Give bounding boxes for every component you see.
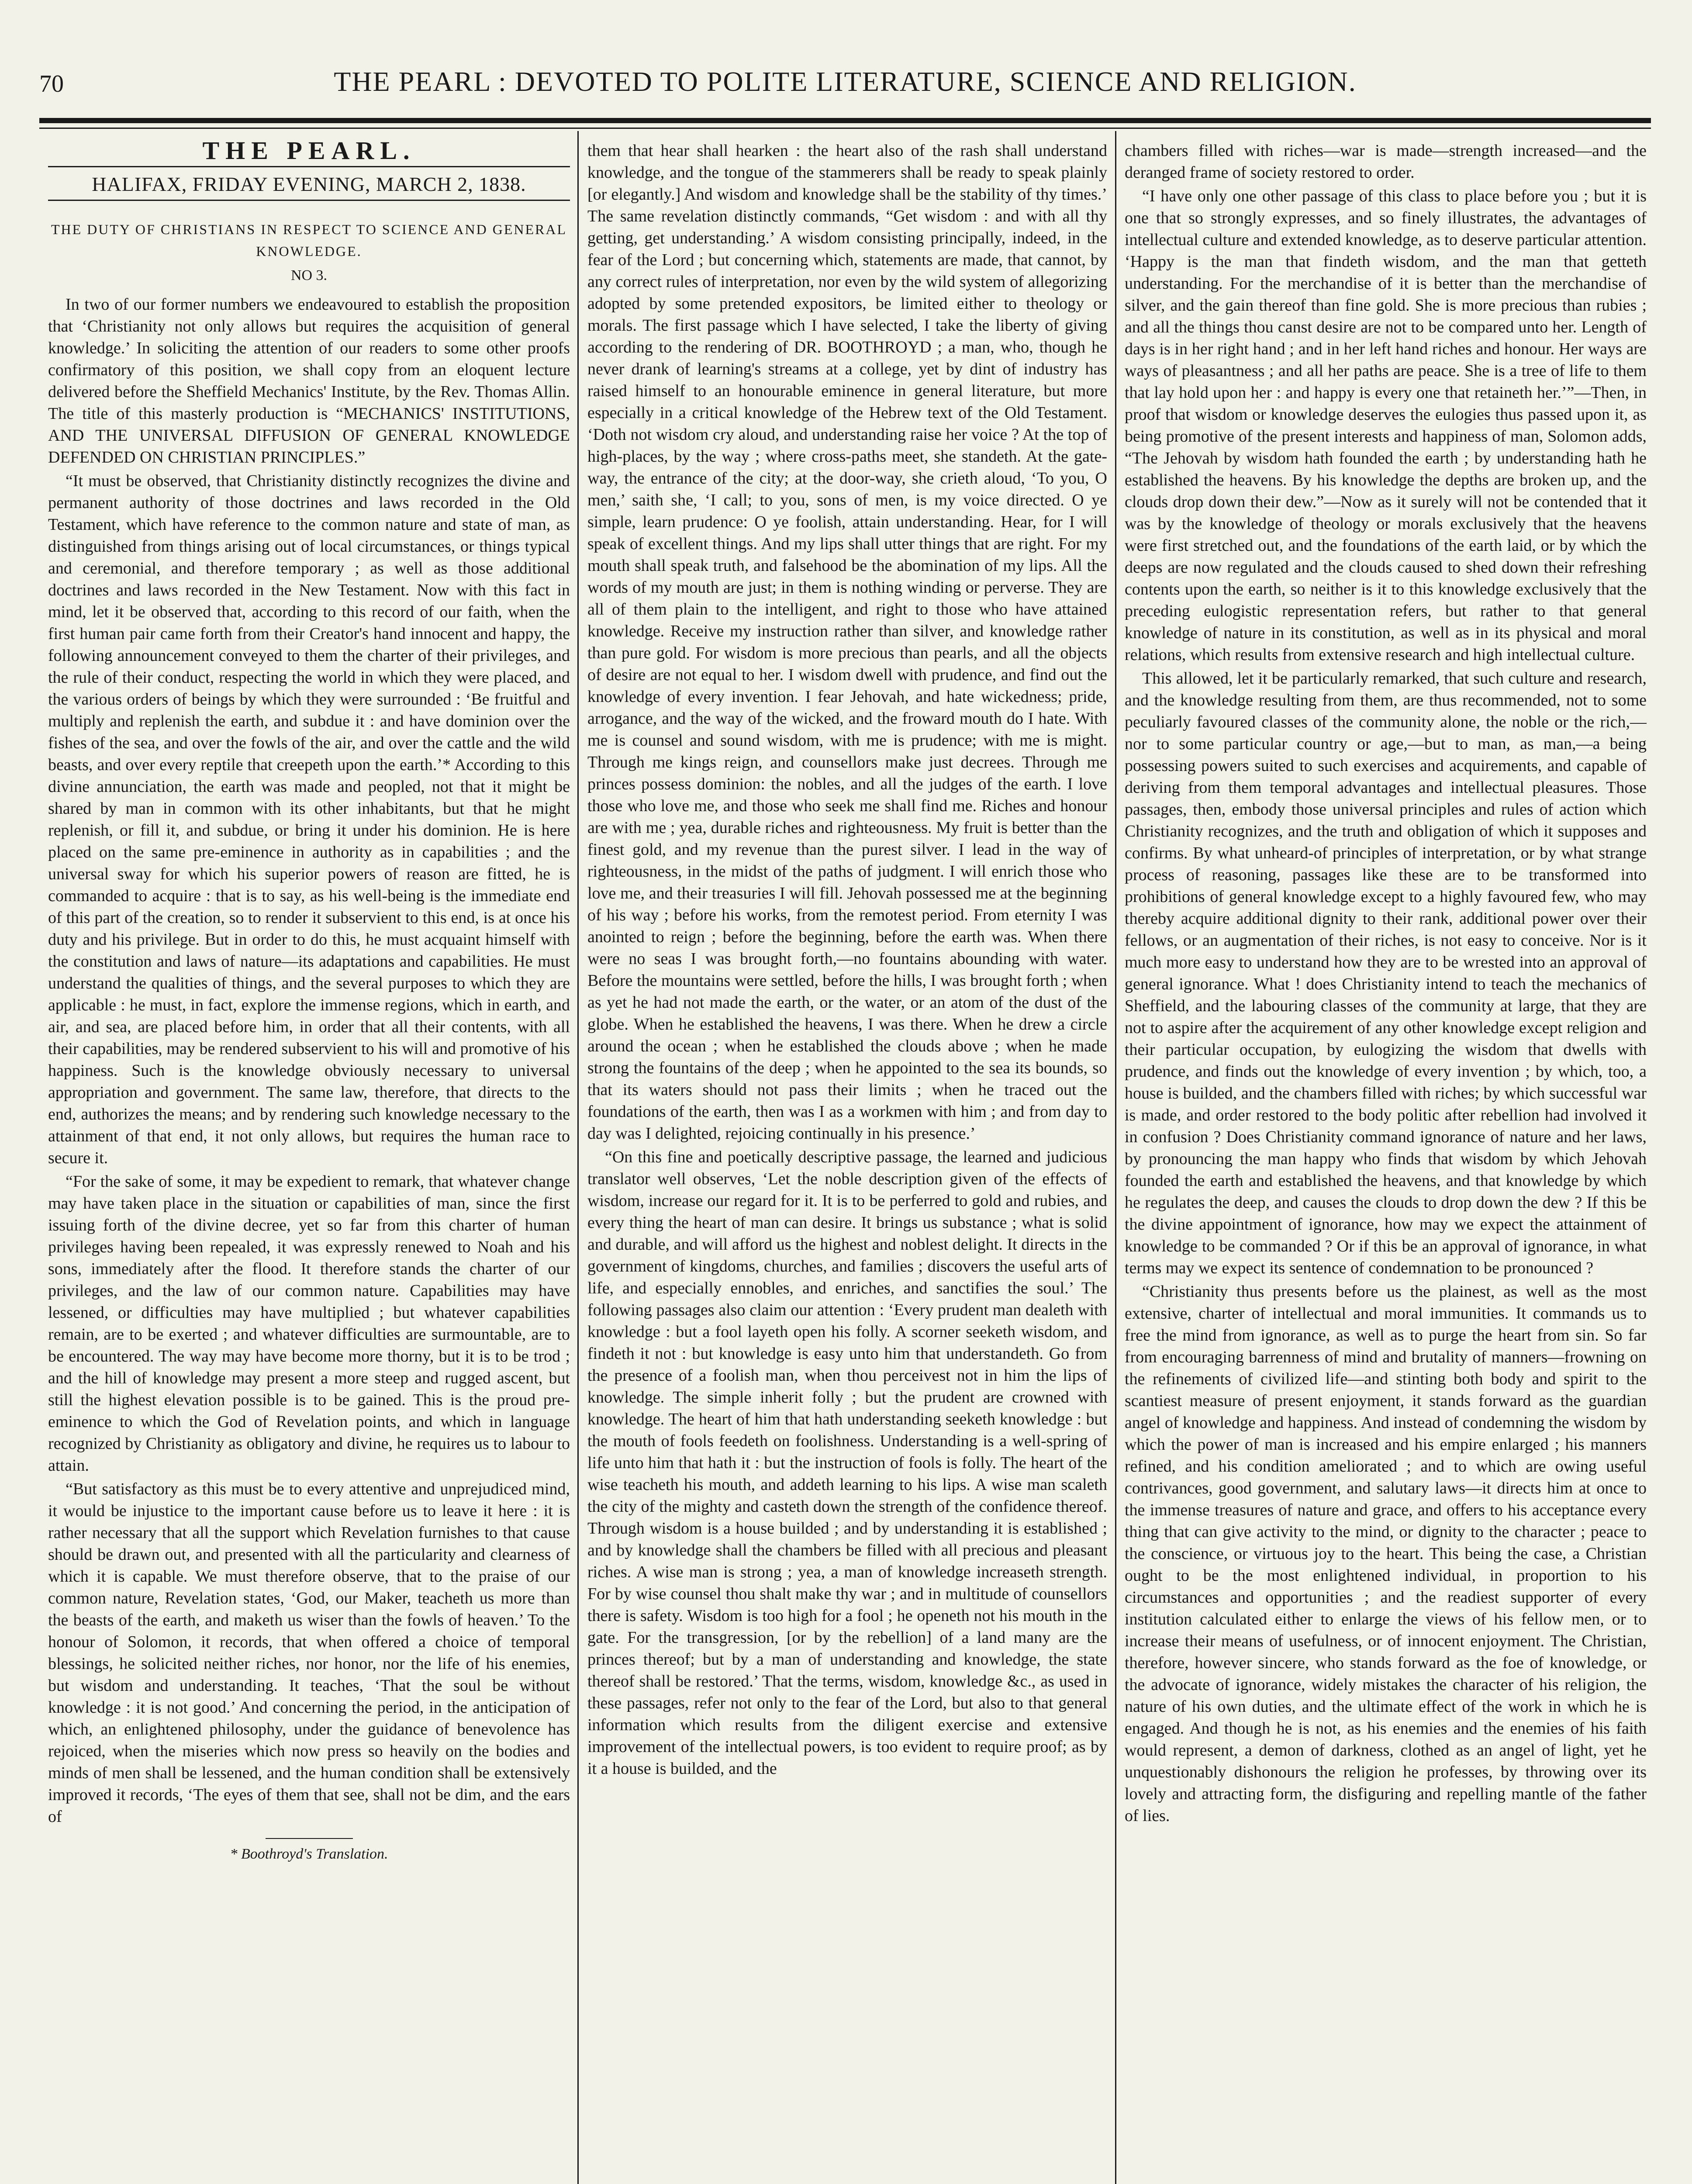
dateline: HALIFAX, FRIDAY EVENING, MARCH 2, 1838.: [92, 173, 526, 195]
paragraph: them that hear shall hearken : the heart also of the rash shall understand knowledge, and the tongue of the stammerers shall be ready to speak plainly [or elegantly.] And wisdom and knowledge shall be the stability of thy times.’ The same revelation distinctly commands, “Get wisdom : and with all thy getting, get understanding.’ A wisdom consisting principally, indeed, in the fear of the Lord ; but concerning which, statements are made, that cannot, by any correct rules of interpretation, nor even by the wild system of allegorizing adopted by some pretended expositors, be limited either to theology or morals. The first passage which I have selected, I take the liberty of giving according to the rendering of DR. BOOTHROYD ; a man, who, though he never drank of learning's streams at a college, yet by dint of industry has raised himself to an honourable eminence in general literature, but more especially in a critical knowledge of the Hebrew text of the Old Testament. ‘Doth not wisdom cry aloud, and understanding raise her voice ? At the top of high-places, by the way ; where cross-paths meet, she standeth. At the gate-way, the entrance of the city; at the door-way, she crieth aloud, ‘To you, O men,’ saith she, ‘I call; to you, sons of men, is my voice directed. O ye simple, learn prudence: O ye foolish, attain understanding. Hear, for I will speak of excellent things. And my lips shall utter things that are right. For my mouth shall speak truth, and falsehood be the abomination of my lips. All the words of my mouth are just; in them is nothing winding or perverse. They are all of them plain to the intelligent, and right to those who have attained knowledge. Receive my instruction rather than silver, and knowledge rather than pure gold. For wisdom is more precious than pearls, and all the objects of desire are not equal to her. I wisdom dwell with prudence, and find out the knowledge of every invention. I fear Jehovah, and hate wickedness; pride, arrogance, and the way of the wicked, and the froward mouth do I hate. With me is counsel and sound wisdom, with me is prudence; with me is might. Through me kings reign, and counsellors make just decrees. Through me princes possess dominion: the nobles, and all the judges of the earth. I love those who love me, and those who seek me shall find me. Riches and honour are with me ; yea, durable riches and righteousness. My fruit is better than the finest gold, and my revenue than the purest silver. I lead in the way of righteousness, in the midst of the paths of judgment. I will enrich those who love me, and their treasuries I will fill. Jehovah possessed me at the beginning of his way ; before his works, from the remotest period. From eternity I was anointed to reign ; before the beginning, before the earth was. When there were no seas I was brought forth,—no fountains abounding with water. Before the mountains were settled, before the hills, I was brought forth ; when as yet he had not made the earth, or the water, or an atom of the dust of the globe. When he established the heavens, I was there. When he drew a circle around the ocean ; when he established the clouds above ; when he made strong the fountains of the deep ; when he appointed to the sea its bounds, so that its waters should not pass their limits ; when he traced out the foundations of the earth, then was I as a workmen with him ; and from day to day was I delighted, rejoicing continually in his presence.’: [587, 142, 1107, 1143]
article-title: THE DUTY OF CHRISTIANS IN RESPECT TO SCIENCE AND GENERAL KNOWLEDGE.: [51, 221, 567, 259]
column-divider-2: [1115, 131, 1116, 2184]
footnote: * Boothroyd's Translation.: [230, 1846, 388, 1862]
paragraph: “But satisfactory as this must be to every attentive and unprejudiced mind, it would be injustice to the important cause before us to leave it here : it is rather necessary that all the support which Revelation furnishes to that cause should be drawn out, and presented with all the particularity and clearness of which it is capable. We must therefore observe, that to the praise of our common nature, Revelation states, ‘God, our Maker, teacheth us more than the beasts of the earth, and maketh us wiser than the fowls of heaven.’ To the honour of Solomon, it records, that when offered a choice of temporal blessings, he solicited neither riches, nor honor, nor the life of his enemies, but wisdom and understanding. It teaches, ‘That the soul be without knowledge : it is not good.’ And concerning the period, in the anticipation of which, an enlightened philosophy, under the guidance of benevolence has rejoiced, when the miseries which now press so heavily on the bodies and minds of men shall be lessened, and the human condition shall be extensively improved it records, ‘The eyes of them that see, shall not be dim, and the ears of: [48, 1480, 570, 1826]
column-1: [48, 140, 570, 2184]
masthead-rule: [48, 166, 570, 167]
paragraph: chambers filled with riches—war is made—strength increased—and the deranged frame of society restored to order.: [1125, 142, 1647, 182]
running-title: THE PEARL : DEVOTED TO POLITE LITERATURE, SCIENCE AND RELIGION.: [334, 66, 1357, 97]
page-number: 70: [39, 70, 64, 97]
paragraph: This allowed, let it be particularly remarked, that such culture and research, and the knowledge resulting from them, are thus recommended, not to some peculiarly favoured classes of the community alone, the noble or the rich,—nor to some particular country or age,—but to man, as man,—a being possessing powers suited to such exercises and acquirements, and capable of deriving from them temporal advantages and intellectual pleasures. Those passages, then, embody those universal principles and rules of action which Christianity recognizes, and the truth and obligation of which it supposes and confirms. By what unheard-of principles of interpretation, or by what strange process of reasoning, passages like these are to be transformed into prohibitions of general knowledge except to a highly favoured few, who may thereby acquire additional dignity to their rank, additional power over their fellows, or an augmentation of their riches, is not easy to conceive. Nor is it much more easy to understand how they are to be wrested into an approval of general ignorance. What ! does Christianity intend to teach the mechanics of Sheffield, and the labouring classes of the community at large, that they are not to aspire after the acquirement of any other knowledge except religion and their particular occupation, by eulogizing the wisdom that dwells with prudence, and finds out the knowledge of every invention ; by which, too, a house is builded, and the chambers filled with riches; by which successful war is made, and order restored to the body politic after rebellion had involved it in confusion ? Does Christianity command ignorance of nature and her laws, by pronouncing the man happy who finds that wisdom by which Jehovah founded the earth and established the heavens, and that knowledge by which he regulates the deep, and causes the clouds to drop down the dew ? If this be the divine appointment of ignorance, how may we expect the attainment of knowledge to be commanded ? Or if this be an approval of ignorance, in what terms may we expect its sentence of condemnation to be pronounced ?: [1125, 669, 1647, 1277]
column-divider-1: [577, 131, 579, 2184]
paragraph: “I have only one other passage of this class to place before you ; but it is one that so strongly expresses, and so finely illustrates, the advantages of intellectual culture and extended knowledge, as to deserve particular attention. ‘Happy is the man that findeth wisdom, and the man that getteth understanding. For the merchandise of it is better than the merchandise of silver, and the gain thereof than fine gold. She is more precious than rubies ; and all the things thou canst desire are not to be compared unto her. Length of days is in her right hand ; and in her left hand riches and honour. Her ways are ways of pleasantness ; and all her paths are peace. She is a tree of life to them that lay hold upon her : and happy is every one that retaineth her.’”—Then, in proof that wisdom or knowledge deserves the eulogies thus passed upon it, as being promotive of the present interests and happiness of man, Solomon adds, “The Jehovah by wisdom hath founded the earth ; by understanding hath he established the heavens. By his knowledge the depths are broken up, and the clouds drop down their dew.”—Now as it surely will not be contended that it was by the knowledge of theology or morals exclusively that the heavens were first stretched out, and the foundations of the earth laid, or by which the deeps are now regulated and the clouds caused to shed down their refreshing contents upon the earth, so neither is it to this knowledge exclusively that the preceding eulogistic representation refers, but rather to that general knowledge of nature in its constitution, as well as in its physical and moral relations, which results from extensive research and high intellectual culture.: [1125, 187, 1647, 664]
article-number: NO 3.: [290, 267, 328, 283]
column-2: [587, 140, 1107, 2184]
column-3: [1125, 140, 1647, 2184]
page-header: [39, 66, 1651, 114]
footnote-rule: [266, 1838, 353, 1839]
masthead: THE PEARL.: [202, 140, 416, 165]
dateline-rule: [48, 200, 570, 201]
paragraph: “Christianity thus presents before us the plainest, as well as the most extensive, charter of intellectual and moral immunities. It commands us to free the mind from ignorance, as well as to purge the heart from sin. So far from encouraging barrenness of mind and brutality of manners—frowning on the refinements of civilized life—and stinting both body and spirit to the scantiest measure of present enjoyment, it stands forward as the guardian angel of knowledge and happiness. And instead of condemning the wisdom by which the power of man is increased and his empire enlarged ; his manners refined, and his condition ameliorated ; and to which are owing useful contrivances, good government, and salutary laws—it directs him at once to the immense treasures of nature and grace, and offers to his acceptance every thing that can give activity to the mind, or dignity to the character ; peace to the conscience, or virtuous joy to the heart. This being the case, a Christian ought to be the most enlightened individual, in proportion to his circumstances and opportunities ; and the readiest supporter of every institution calculated either to enlarge the views of his fellow men, or to increase their means of usefulness, or of innocent enjoyment. The Christian, therefore, however sincere, who stands forward as the foe of knowledge, or the advocate of ignorance, widely mistakes the character of his religion, the nature of his own duties, and the ultimate effect of the work in which he is engaged. And though he is not, as his enemies and the enemies of his faith would represent, a demon of darkness, clothed as an angel of light, yet he unquestionably dishonours the religion he professes, by throwing over its lovely and attracting form, the disfiguring and repelling mantle of the father of lies.: [1125, 1282, 1647, 1825]
header-rule-thick: [39, 118, 1651, 123]
paragraph: In two of our former numbers we endeavoured to establish the proposition that ‘Christianity not only allows but requires the acquisition of general knowledge.’ In soliciting the attention of our readers to some other proofs confirmatory of this position, we shall copy from an eloquent lecture delivered before the Sheffield Mechanics' Institute, by the Rev. Thomas Allin. The title of this masterly production is “MECHANICS' INSTITUTIONS, AND THE UNIVERSAL DIFFUSION OF GENERAL KNOWLEDGE DEFENDED ON CHRISTIAN PRINCIPLES.”: [48, 295, 570, 467]
paragraph: “It must be observed, that Christianity distinctly recognizes the divine and permanent authority of those doctrines and laws recorded in the Old Testament, which have reference to the common nature and state of man, as distinguished from things arising out of local circumstances, or things typical and ceremonial, and therefore temporary ; as well as those additional doctrines and laws recorded in the New Testament. Now with this fact in mind, let it be observed that, according to this record of our faith, when the first human pair came forth from their Creator's hand innocent and happy, the following announcement conveyed to them the charter of their privileges, and the rule of their conduct, respecting the world in which they were placed, and the various orders of beings by which they were surrounded : ‘Be fruitful and multiply and replenish the earth, and subdue it : and have dominion over the fishes of the sea, and over the fowls of the air, and over the cattle and the wild beasts, and over every reptile that creepeth upon the earth.’* According to this divine annunciation, the earth was made and peopled, not that it might be shared by man in common with its other inhabitants, but that he might replenish, or fill it, and subdue, or bring it under his dominion. He is here placed on the same pre-eminence in authority as in capabilities ; and the universal sway for which his superior powers of reason are fitted, he is commanded to acquire : that is to say, as his well-being is the immediate end of this part of the creation, so to render it subservient to this end, is at once his duty and his privilege. But in order to do this, he must acquaint himself with the constitution and laws of nature—its adaptations and capabilities. He must understand the qualities of things, and the several purposes to which they are applicable : he must, in fact, explore the immense regions, which in earth, and air, and sea, are placed before him, in order that all their contents, with all their capabilities, may be rendered subservient to his will and promotive of his happiness. Such is the knowledge obviously necessary to universal appropriation and government. The same law, therefore, that directs to the end, authorizes the means; and by rendering such knowledge necessary to the attainment of that end, it not only allows, but requires the human race to secure it.: [48, 472, 570, 1167]
paragraph: “For the sake of some, it may be expedient to remark, that whatever change may have taken place in the situation or capabilities of man, since the first issuing forth of the divine decree, yet so far from this charter of human privileges having been repealed, it was expressly renewed to Noah and his sons, immediately after the flood. It therefore stands the charter of our privileges, and the law of our common nature. Capabilities may have lessened, or difficulties may have multiplied ; but whatever capabilities remain, are to be exerted ; and whatever difficulties are surmountable, are to be encountered. The way may have become more thorny, but it is to be trod ; and the hill of knowledge may present a more steep and rugged ascent, but still the highest elevation possible is to be gained. This is the proud pre-eminence to which the God of Revelation points, and which in language recognized by Christianity as obligatory and divine, he requires us to labour to attain.: [48, 1172, 570, 1475]
paragraph: “On this fine and poetically descriptive passage, the learned and judicious translator well observes, ‘Let the noble description given of the effects of wisdom, increase our regard for it. It is to be perferred to gold and rubies, and every thing the heart of man can desire. It brings us substance ; what is solid and durable, and will afford us the highest and noblest delight. It directs in the government of kingdoms, churches, and families ; discovers the useful arts of life, and especially ennobles, and enriches, and sanctifies the soul.’ The following passages also claim our attention : ‘Every prudent man dealeth with knowledge : but a fool layeth open his folly. A scorner seeketh wisdom, and findeth it not : but knowledge is easy unto him that understandeth. Go from the presence of a foolish man, when thou perceivest not in him the lips of knowledge. The simple inherit folly ; but the prudent are crowned with knowledge. The heart of him that hath understanding seeketh knowledge : but the mouth of fools feedeth on foolishness. Understanding is a well-spring of life unto him that hath it : but the instruction of fools is folly. The heart of the wise teacheth his mouth, and addeth learning to his lips. A wise man scaleth the city of the mighty and casteth down the strength of the confidence thereof. Through wisdom is a house builded ; and by understanding it is established ; and by knowledge shall the chambers be filled with all precious and pleasant riches. A wise man is strong ; yea, a man of knowledge increaseth strength. For by wise counsel thou shalt make thy war ; and in multitude of counsellors there is safety. Wisdom is too high for a fool ; he openeth not his mouth in the gate. For the transgression, [or by the rebellion] of a land many are the princes thereof; but by a man of understanding and knowledge, the state thereof shall be restored.’ That the terms, wisdom, knowledge &c., as used in these passages, refer not only to the fear of the Lord, but also to that general information which results from the diligent exercise and extensive improvement of the intellectual powers, is too evident to require proof; as by it a house is builded, and the: [587, 1148, 1107, 1778]
header-rule-thin: [39, 128, 1651, 129]
